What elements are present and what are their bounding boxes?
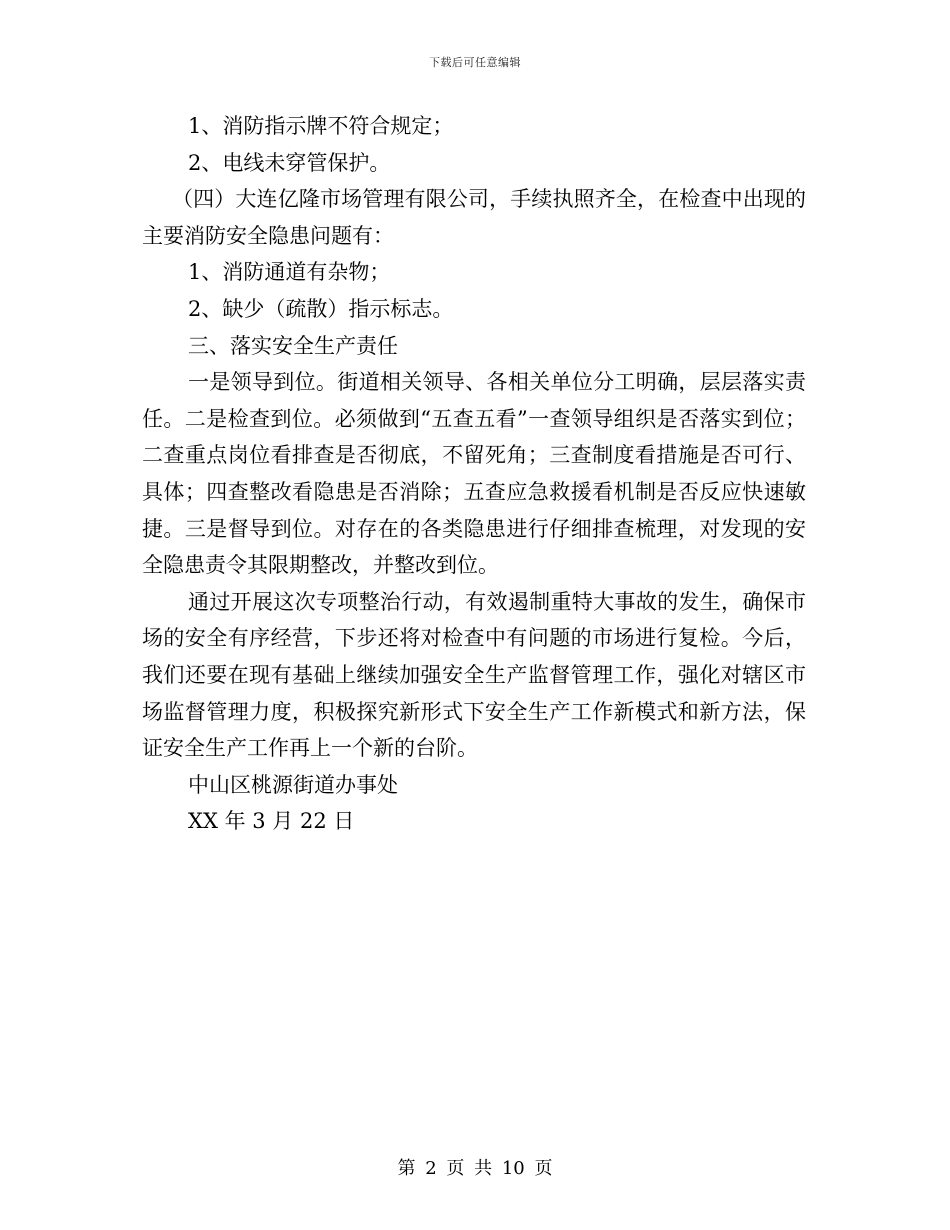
page-header-note: 下载后可任意编辑	[429, 56, 521, 69]
signature-date: XX 年 3 月 22 日	[188, 809, 355, 834]
section-heading-3: 三、落实安全生产责任	[188, 333, 398, 358]
paragraph-item-1: 1、消防指示牌不符合规定；	[188, 114, 454, 138]
paragraph-item-2: 2、电线未穿管保护。	[188, 150, 391, 175]
paragraph-item-1b: 1、消防通道有杂物；	[188, 260, 391, 285]
paragraph-section-4: （四）大连亿隆市场管理有限公司，手续执照齐全，在检查中出现的主要消防安全隐患问题有：	[142, 187, 806, 248]
paragraph-item-2b: 2、缺少（疏散）指示标志。	[188, 296, 454, 321]
paragraph-conclusion: 通过开展这次专项整治行动，有效遏制重特大事故的发生，确保市场的安全有序经营，下步还将对检查中有问题的市场进行复检。今后，我们还要在现有基础上继续加强安全生产监督管理工作，强化对辖区市场监督管理力度，积极探究新形式下安全生产工作新模式和新方法，保证安全生产工作再上一个新的台阶。	[142, 589, 806, 761]
signature-office: 中山区桃源街道办事处	[188, 772, 398, 797]
page-number: 第 2 页 共 10 页	[397, 1158, 553, 1179]
paragraph-responsibility: 一是领导到位。街道相关领导、各相关单位分工明确，层层落实责任。二是检查到位。必须做到“五查五看”一查领导组织是否落实到位；二查重点岗位看排查是否彻底，不留死角；三查制度看措施是否可行、具体；四查整改看隐患是否消除；五查应急救援看机制是否反应快速敏捷。三是督导到位。对存在的各类隐患进行仔细排查梳理，对发现的安全隐患责令其限期整改，并整改到位。	[142, 370, 806, 578]
document-body	[142, 108, 806, 840]
